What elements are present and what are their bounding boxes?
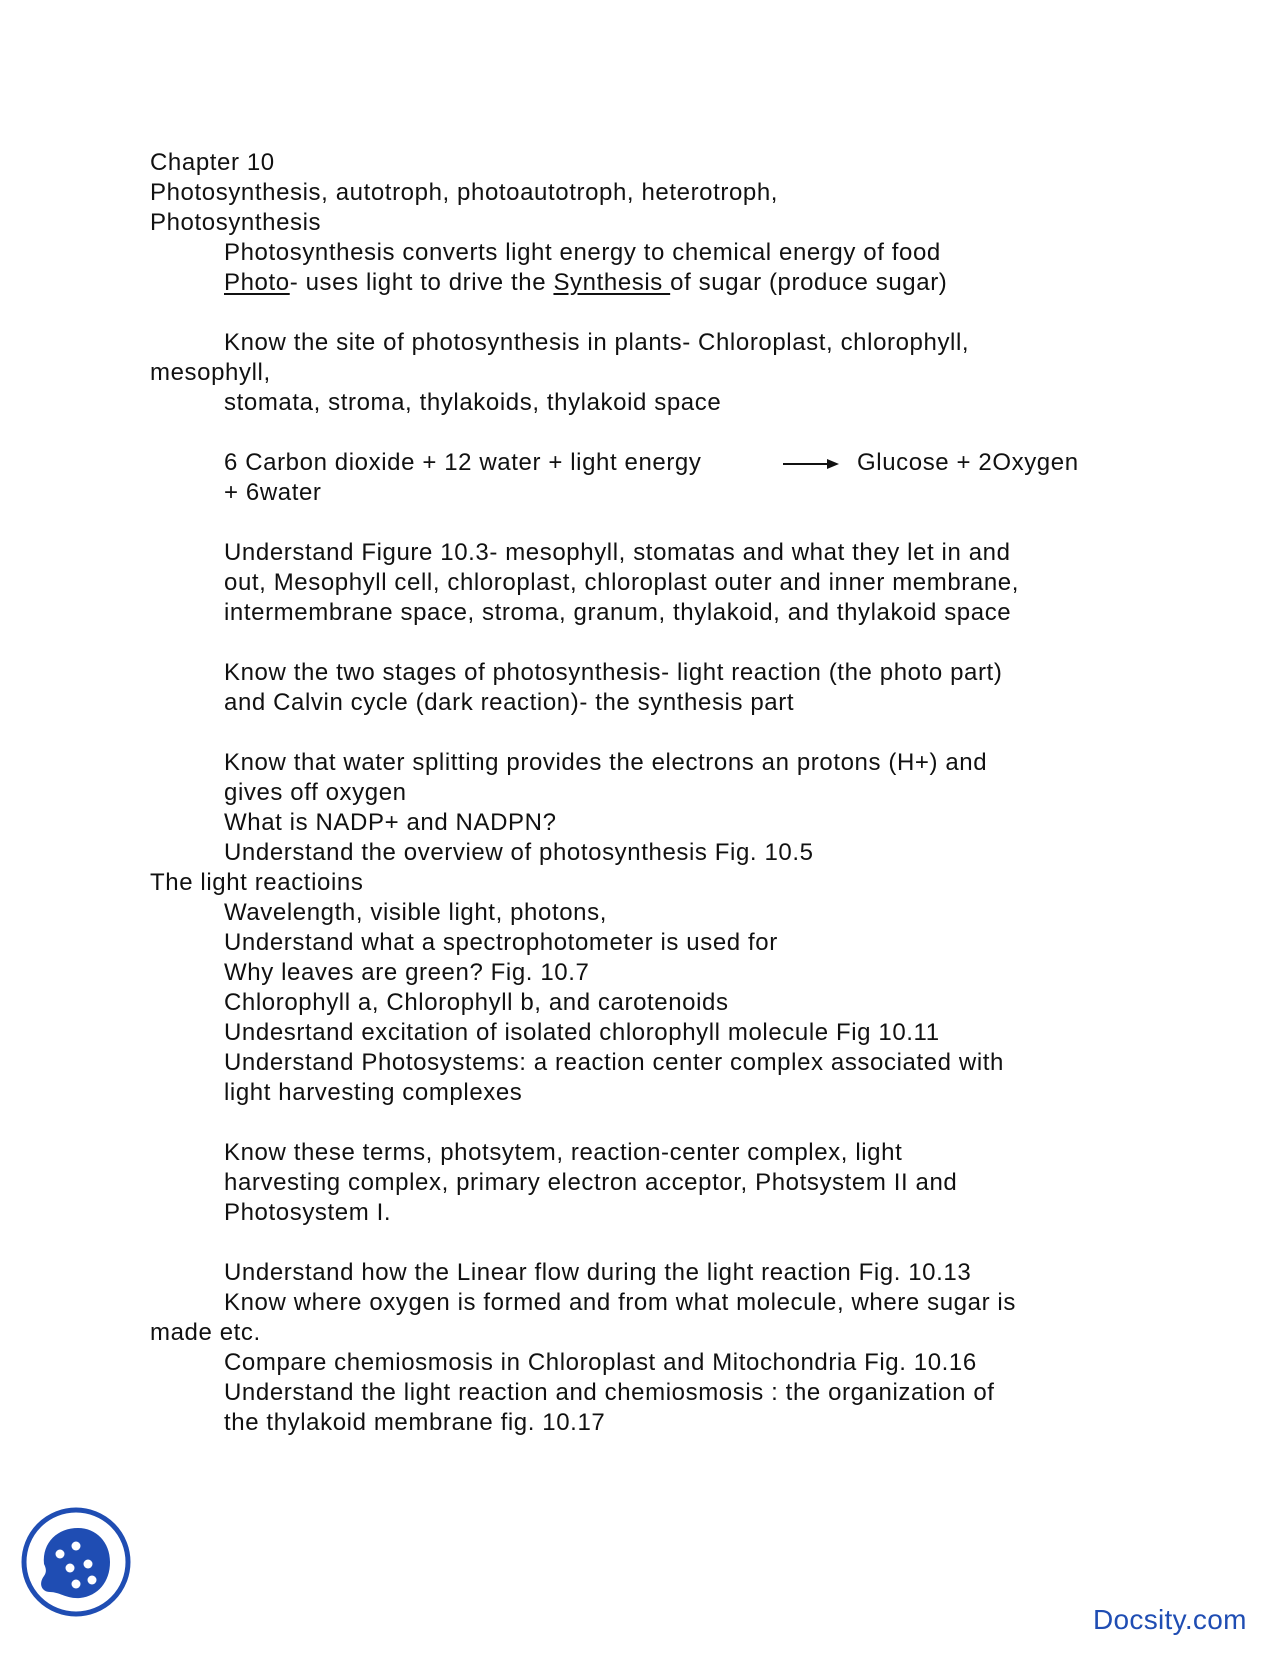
section-heading: The light reactioins [150,869,364,896]
text-line: Know the two stages of photosynthesis- light reaction (the photo part) [224,659,1003,686]
arrow-right-icon [783,458,839,470]
text-line: Know where oxygen is formed and from what molecule, where sugar is [224,1289,1016,1316]
text-line: Understand how the Linear flow during the light reaction Fig. 10.13 [224,1259,972,1286]
text-line: Know these terms, photsytem, reaction-center complex, light [224,1139,903,1166]
text-line: Photosynthesis, autotroph, photoautotroph, heterotroph, [150,179,779,206]
underlined-term-synthesis: Synthesis [553,269,671,296]
text-line: What is NADP+ and NADPN? [224,809,557,836]
text-line: intermembrane space, stroma, granum, thylakoid, and thylakoid space [224,599,1012,626]
underlined-term-photo: Photo [224,269,290,296]
text-line: Understand the overview of photosynthesis Fig. 10.5 [224,839,814,866]
text-line: Compare chemiosmosis in Chloroplast and Mitochondria Fig. 10.16 [224,1349,977,1376]
text-line: Undesrtand excitation of isolated chlorophyll molecule Fig 10.11 [224,1019,940,1046]
docsity-link[interactable]: Docsity.com [1093,1604,1247,1635]
text-line: harvesting complex, primary electron acceptor, Photsystem II and [224,1169,958,1196]
text-line: Understand Figure 10.3- mesophyll, stomatas and what they let in and [224,539,1011,566]
text-line: Know that water splitting provides the electrons an protons (H+) and [224,749,988,776]
text-line: and Calvin cycle (dark reaction)- the synthesis part [224,689,795,716]
text-line: Understand what a spectrophotometer is used for [224,929,778,956]
text-line: Photosynthesis converts light energy to chemical energy of food [224,239,941,266]
text-line: made etc. [150,1319,261,1346]
text-line: Understand Photosystems: a reaction center complex associated with [224,1049,1004,1076]
equation-right: Glucose + 2Oxygen [857,449,1079,476]
section-heading: Photosynthesis [150,209,322,236]
text-line: Know the site of photosynthesis in plants- Chloroplast, chlorophyll, [224,329,970,356]
text-line: Understand the light reaction and chemiosmosis : the organization of [224,1379,995,1406]
text-line: out, Mesophyll cell, chloroplast, chloroplast outer and inner membrane, [224,569,1019,596]
docsity-logo-icon[interactable] [20,1506,132,1618]
text-line: Photosystem I. [224,1199,392,1226]
text-line: the thylakoid membrane fig. 10.17 [224,1409,606,1436]
text-segment: - uses light to drive the [289,269,554,296]
photo-definition-line [224,268,947,298]
text-line: Wavelength, visible light, photons, [224,899,607,926]
equation-continuation: + 6water [224,479,322,506]
text-line: stomata, stroma, thylakoids, thylakoid space [224,389,722,416]
text-line: light harvesting complexes [224,1079,523,1106]
text-line: Why leaves are green? Fig. 10.7 [224,959,590,986]
text-line: Chlorophyll a, Chlorophyll b, and carotenoids [224,989,729,1016]
text-segment: of sugar (produce sugar) [670,269,948,296]
equation-left: 6 Carbon dioxide + 12 water + light energy [224,449,702,476]
chapter-heading: Chapter 10 [150,149,275,176]
text-line: gives off oxygen [224,779,407,806]
text-line: mesophyll, [150,359,271,386]
